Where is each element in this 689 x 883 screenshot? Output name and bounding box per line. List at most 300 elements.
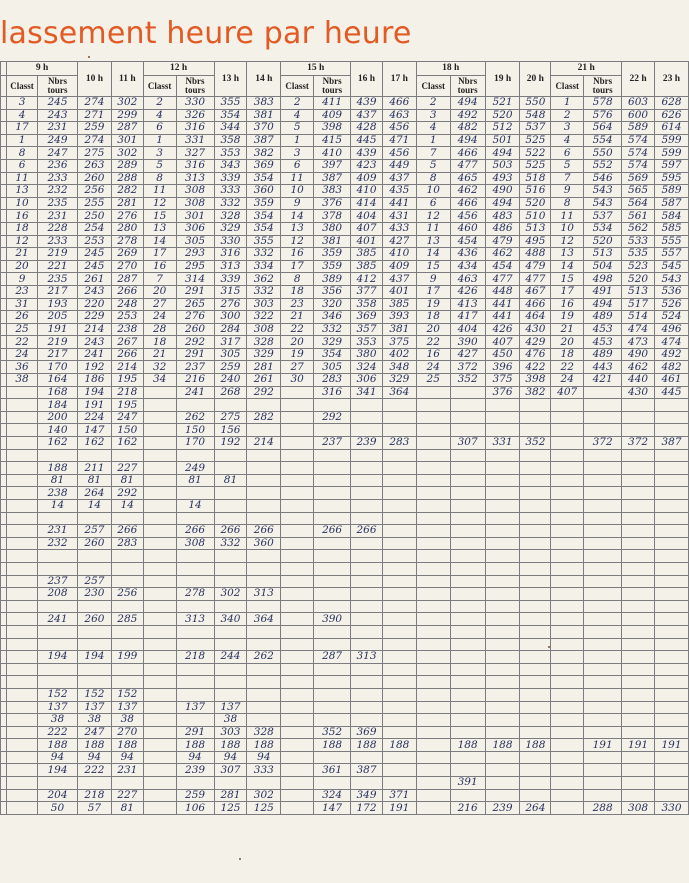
table-cell: 354 <box>247 210 281 223</box>
table-cell <box>143 512 176 525</box>
table-cell: 152 <box>78 688 112 701</box>
table-cell: 476 <box>520 348 551 361</box>
table-cell: 199 <box>111 651 143 664</box>
table-cell: 561 <box>622 210 655 223</box>
table-cell: 355 <box>247 235 281 248</box>
table-cell: 259 <box>214 361 247 374</box>
table-cell <box>7 399 38 412</box>
table-cell: 466 <box>450 147 485 160</box>
table-cell <box>37 663 77 676</box>
table-cell <box>520 751 551 764</box>
table-cell <box>485 449 520 462</box>
nbrs-tours-header: Nbrs tours <box>450 76 485 97</box>
table-cell: 5 <box>416 159 450 172</box>
table-cell <box>382 613 416 626</box>
table-cell <box>214 663 247 676</box>
table-cell <box>247 575 281 588</box>
table-cell: 38 <box>214 714 247 727</box>
table-cell: 595 <box>654 172 688 185</box>
table-cell <box>314 663 351 676</box>
table-cell: 300 <box>214 311 247 324</box>
table-cell <box>551 575 584 588</box>
table-cell: 302 <box>111 147 143 160</box>
table-cell <box>416 676 450 689</box>
table-cell <box>143 411 176 424</box>
table-cell <box>485 411 520 424</box>
table-cell <box>143 638 176 651</box>
table-cell <box>622 638 655 651</box>
table-cell: 354 <box>247 172 281 185</box>
table-cell: 404 <box>351 210 383 223</box>
table-cell <box>416 386 450 399</box>
table-cell <box>7 751 38 764</box>
table-cell <box>551 701 584 714</box>
table-cell: 245 <box>78 248 112 261</box>
table-cell: 14 <box>416 248 450 261</box>
table-cell <box>450 424 485 437</box>
table-cell: 284 <box>214 323 247 336</box>
table-cell: 20 <box>416 323 450 336</box>
table-cell <box>485 613 520 626</box>
table-cell: 3 <box>416 109 450 122</box>
table-cell: 8 <box>416 172 450 185</box>
table-cell <box>111 663 143 676</box>
table-row <box>1 109 689 122</box>
table-cell <box>176 714 214 727</box>
table-cell: 362 <box>247 273 281 286</box>
table-cell <box>143 726 176 739</box>
table-cell: 440 <box>622 374 655 387</box>
table-cell: 496 <box>654 323 688 336</box>
table-cell: 439 <box>351 97 383 110</box>
hour-header-17h: 17 h <box>382 62 416 97</box>
table-cell <box>7 714 38 727</box>
table-cell: 358 <box>214 134 247 147</box>
table-cell: 330 <box>654 802 688 815</box>
table-cell: 195 <box>111 374 143 387</box>
hour-header-12h: 12 h <box>143 62 214 76</box>
table-cell: 401 <box>351 235 383 248</box>
table-cell: 191 <box>654 739 688 752</box>
table-cell <box>382 638 416 651</box>
table-cell: 12 <box>281 235 314 248</box>
table-cell: 218 <box>111 386 143 399</box>
table-row <box>1 562 689 575</box>
table-cell: 20 <box>7 260 38 273</box>
table-cell: 239 <box>176 764 214 777</box>
table-cell: 626 <box>654 109 688 122</box>
table-cell: 427 <box>382 235 416 248</box>
table-cell: 441 <box>485 298 520 311</box>
table-cell: 188 <box>351 739 383 752</box>
table-row <box>1 701 689 714</box>
table-cell: 410 <box>314 147 351 160</box>
table-cell <box>450 487 485 500</box>
table-cell: 456 <box>450 210 485 223</box>
table-cell: 411 <box>314 97 351 110</box>
table-cell: 237 <box>37 575 77 588</box>
table-row <box>1 374 689 387</box>
table-cell: 9 <box>416 273 450 286</box>
table-cell: 214 <box>247 437 281 450</box>
table-cell <box>78 777 112 790</box>
table-cell: 477 <box>520 273 551 286</box>
table-cell <box>622 399 655 412</box>
table-cell <box>247 663 281 676</box>
table-cell <box>584 399 622 412</box>
table-row <box>1 323 689 336</box>
table-cell: 260 <box>78 613 112 626</box>
table-cell: 628 <box>654 97 688 110</box>
table-cell <box>247 562 281 575</box>
table-cell: 576 <box>584 109 622 122</box>
table-cell: 328 <box>247 336 281 349</box>
table-cell: 409 <box>314 109 351 122</box>
table-row <box>1 222 689 235</box>
table-cell: 8 <box>281 273 314 286</box>
table-cell: 17 <box>281 260 314 273</box>
table-cell: 523 <box>622 260 655 273</box>
table-cell <box>520 462 551 475</box>
table-cell <box>214 500 247 513</box>
table-cell: 456 <box>382 147 416 160</box>
table-cell: 11 <box>143 185 176 198</box>
table-cell: 241 <box>37 613 77 626</box>
classement-table <box>0 61 689 815</box>
table-cell <box>450 386 485 399</box>
table-cell: 313 <box>176 613 214 626</box>
table-cell <box>214 512 247 525</box>
table-cell <box>281 386 314 399</box>
table-cell <box>7 600 38 613</box>
table-cell <box>450 663 485 676</box>
table-cell <box>7 386 38 399</box>
table-cell <box>584 714 622 727</box>
table-cell: 445 <box>654 386 688 399</box>
table-cell: 302 <box>111 97 143 110</box>
table-cell: 50 <box>37 802 77 815</box>
table-cell <box>143 802 176 815</box>
table-cell <box>654 613 688 626</box>
table-cell <box>520 777 551 790</box>
table-cell: 188 <box>485 739 520 752</box>
table-cell: 22 <box>551 361 584 374</box>
table-cell <box>450 600 485 613</box>
table-cell: 427 <box>450 348 485 361</box>
table-cell: 417 <box>450 311 485 324</box>
table-cell <box>143 399 176 412</box>
table-cell: 589 <box>622 122 655 135</box>
table-cell: 5 <box>551 159 584 172</box>
table-cell: 332 <box>314 323 351 336</box>
table-cell: 334 <box>247 260 281 273</box>
table-cell: 430 <box>520 323 551 336</box>
table-cell: 156 <box>214 424 247 437</box>
table-row <box>1 688 689 701</box>
table-cell: 162 <box>111 437 143 450</box>
table-cell: 288 <box>584 802 622 815</box>
table-cell <box>7 777 38 790</box>
table-cell <box>247 487 281 500</box>
table-cell <box>281 512 314 525</box>
table-cell <box>7 449 38 462</box>
table-row <box>1 298 689 311</box>
table-cell <box>622 411 655 424</box>
table-cell: 407 <box>485 336 520 349</box>
table-cell <box>7 663 38 676</box>
table-cell: 414 <box>351 197 383 210</box>
table-cell: 520 <box>520 197 551 210</box>
table-cell: 449 <box>382 159 416 172</box>
table-cell: 152 <box>111 688 143 701</box>
table-cell: 376 <box>485 386 520 399</box>
table-cell: 17 <box>7 122 38 135</box>
table-cell <box>314 714 351 727</box>
table-cell: 329 <box>382 374 416 387</box>
table-cell <box>416 625 450 638</box>
classement-sheet <box>0 61 689 883</box>
table-cell <box>7 726 38 739</box>
table-cell: 21 <box>281 311 314 324</box>
table-cell <box>7 550 38 563</box>
table-cell <box>247 474 281 487</box>
table-cell: 4 <box>143 109 176 122</box>
table-cell: 204 <box>37 789 77 802</box>
table-cell <box>416 487 450 500</box>
table-cell <box>654 512 688 525</box>
table-cell <box>382 537 416 550</box>
table-row <box>1 399 689 412</box>
table-cell <box>214 600 247 613</box>
table-cell <box>78 550 112 563</box>
table-cell <box>176 449 214 462</box>
table-cell <box>214 777 247 790</box>
table-cell: 429 <box>520 336 551 349</box>
table-cell: 421 <box>584 374 622 387</box>
table-cell <box>143 588 176 601</box>
table-cell: 269 <box>111 248 143 261</box>
table-cell: 194 <box>78 651 112 664</box>
table-cell: 359 <box>247 197 281 210</box>
table-cell <box>382 575 416 588</box>
table-cell: 3 <box>551 122 584 135</box>
table-cell: 266 <box>111 525 143 538</box>
table-cell <box>450 525 485 538</box>
table-cell <box>584 386 622 399</box>
nbrs-tours-header: Nbrs tours <box>176 76 214 97</box>
table-cell <box>143 701 176 714</box>
table-cell: 140 <box>37 424 77 437</box>
table-cell <box>551 525 584 538</box>
table-cell: 463 <box>450 273 485 286</box>
table-cell: 498 <box>584 273 622 286</box>
table-cell <box>654 424 688 437</box>
table-cell <box>622 625 655 638</box>
table-cell: 232 <box>37 537 77 550</box>
table-cell: 316 <box>314 386 351 399</box>
table-cell: 20 <box>281 336 314 349</box>
table-cell: 587 <box>654 197 688 210</box>
table-cell: 550 <box>584 147 622 160</box>
table-cell: 330 <box>214 235 247 248</box>
table-cell: 482 <box>654 361 688 374</box>
table-cell <box>520 625 551 638</box>
table-cell <box>281 424 314 437</box>
table-cell: 13 <box>551 248 584 261</box>
table-cell: 492 <box>654 348 688 361</box>
table-cell <box>584 411 622 424</box>
table-cell: 467 <box>520 285 551 298</box>
table-cell: 288 <box>111 172 143 185</box>
table-cell: 522 <box>520 147 551 160</box>
table-cell <box>314 751 351 764</box>
table-cell <box>584 600 622 613</box>
table-cell: 12 <box>416 210 450 223</box>
table-cell: 316 <box>176 159 214 172</box>
table-cell <box>7 525 38 538</box>
table-cell <box>281 462 314 475</box>
table-cell: 5 <box>143 159 176 172</box>
table-cell <box>351 399 383 412</box>
table-cell: 375 <box>485 374 520 387</box>
table-cell <box>654 676 688 689</box>
table-cell: 316 <box>176 122 214 135</box>
nbrs-tours-header: Nbrs tours <box>314 76 351 97</box>
table-row <box>1 134 689 147</box>
table-cell: 324 <box>351 361 383 374</box>
table-cell <box>416 399 450 412</box>
table-row <box>1 739 689 752</box>
table-cell <box>111 550 143 563</box>
table-cell <box>551 651 584 664</box>
table-cell <box>622 525 655 538</box>
table-cell: 6 <box>281 159 314 172</box>
table-cell: 270 <box>111 260 143 273</box>
table-cell <box>520 474 551 487</box>
table-cell: 360 <box>247 185 281 198</box>
table-cell <box>37 676 77 689</box>
table-cell <box>551 550 584 563</box>
table-cell <box>485 701 520 714</box>
table-cell <box>314 537 351 550</box>
table-cell <box>314 777 351 790</box>
table-cell: 439 <box>351 147 383 160</box>
table-cell: 6 <box>551 147 584 160</box>
table-cell: 565 <box>622 185 655 198</box>
table-cell: 239 <box>351 437 383 450</box>
table-cell <box>416 437 450 450</box>
table-cell: 13 <box>416 235 450 248</box>
table-cell: 195 <box>111 399 143 412</box>
table-cell: 603 <box>622 97 655 110</box>
table-cell <box>622 789 655 802</box>
table-cell: 533 <box>622 235 655 248</box>
table-cell: 7 <box>416 147 450 160</box>
table-cell: 352 <box>314 726 351 739</box>
table-cell: 554 <box>584 134 622 147</box>
table-cell: 322 <box>247 311 281 324</box>
table-cell <box>450 512 485 525</box>
table-cell: 305 <box>214 348 247 361</box>
table-cell <box>622 726 655 739</box>
table-cell: 2 <box>281 97 314 110</box>
table-cell <box>143 437 176 450</box>
table-row <box>1 122 689 135</box>
table-cell: 543 <box>584 185 622 198</box>
table-cell <box>7 613 38 626</box>
table-cell <box>485 550 520 563</box>
table-cell: 435 <box>382 185 416 198</box>
table-cell: 492 <box>450 109 485 122</box>
table-cell: 494 <box>450 97 485 110</box>
table-cell <box>654 562 688 575</box>
table-cell <box>520 714 551 727</box>
table-cell: 426 <box>485 323 520 336</box>
table-cell: 317 <box>214 336 247 349</box>
table-row <box>1 651 689 664</box>
table-cell <box>143 487 176 500</box>
table-cell: 94 <box>176 751 214 764</box>
table-cell <box>7 437 38 450</box>
table-cell: 194 <box>37 764 77 777</box>
table-cell <box>143 600 176 613</box>
table-cell <box>551 688 584 701</box>
table-cell: 383 <box>247 97 281 110</box>
table-cell <box>520 651 551 664</box>
table-cell <box>485 625 520 638</box>
table-cell <box>520 449 551 462</box>
table-cell: 19 <box>416 298 450 311</box>
table-cell: 320 <box>314 298 351 311</box>
table-cell <box>485 562 520 575</box>
table-cell: 314 <box>176 273 214 286</box>
table-cell: 219 <box>37 248 77 261</box>
table-cell <box>382 474 416 487</box>
table-cell <box>551 625 584 638</box>
table-cell: 354 <box>214 109 247 122</box>
table-row <box>1 764 689 777</box>
table-cell <box>351 701 383 714</box>
table-cell: 450 <box>485 348 520 361</box>
table-cell: 278 <box>176 588 214 601</box>
table-cell: 267 <box>111 336 143 349</box>
table-cell: 295 <box>176 260 214 273</box>
table-cell <box>485 399 520 412</box>
table-cell: 237 <box>314 437 351 450</box>
table-cell <box>176 777 214 790</box>
table-cell: 14 <box>37 500 77 513</box>
table-cell <box>416 651 450 664</box>
table-row <box>1 512 689 525</box>
table-cell: 387 <box>654 437 688 450</box>
table-cell <box>281 575 314 588</box>
table-cell: 407 <box>351 222 383 235</box>
table-cell: 569 <box>622 172 655 185</box>
table-row <box>1 714 689 727</box>
table-cell: 599 <box>654 147 688 160</box>
table-cell <box>176 663 214 676</box>
table-cell <box>551 437 584 450</box>
table-cell <box>654 575 688 588</box>
table-cell: 584 <box>654 210 688 223</box>
table-cell <box>214 449 247 462</box>
table-cell <box>551 562 584 575</box>
table-cell: 410 <box>382 248 416 261</box>
table-cell <box>143 575 176 588</box>
table-cell <box>351 613 383 626</box>
table-cell: 244 <box>214 651 247 664</box>
table-cell <box>314 625 351 638</box>
